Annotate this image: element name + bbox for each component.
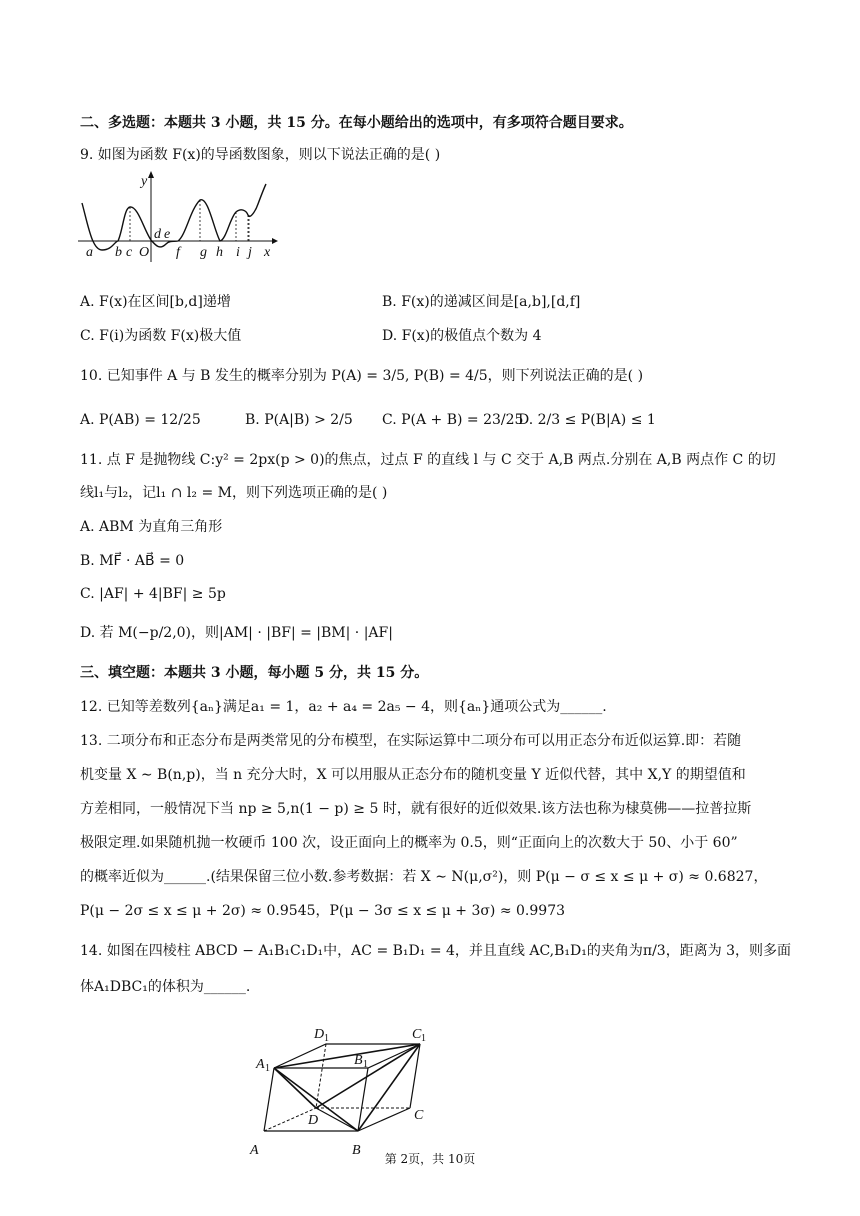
q13-line5: 的概率近似为______.(结果保留三位小数.参考数据：若 X ∼ N(μ,σ²)，则 P(μ − σ ≤ x ≤ μ + σ) ≈ 0.6827，: [80, 869, 768, 885]
fig-label-D: D: [308, 1113, 319, 1128]
q14-line1: 14. 如图在四棱柱 ABCD − A₁B₁C₁D₁中，AC = B₁D₁ = 4，并且直线 AC,B₁D₁的夹角为π/3，距离为 3，则多面: [80, 943, 792, 959]
q13-line4: 极限定理.如果随机抛一枚硬币 100 次，设正面向上的概率为 0.5，则“正面向上的次数大于 50、小于 60”: [80, 835, 738, 851]
graph-label-c: c: [126, 245, 133, 260]
q13-line2: 机变量 X ∼ B(n,p)，当 n 充分大时，X 可以用服从正态分布的随机变量 Y 近似代替，其中 X,Y 的期望值和: [80, 767, 746, 783]
fig-sub-C1: 1: [421, 1033, 426, 1044]
q10-option-d: D. 2/3 ≤ P(B|A) ≤ 1: [518, 412, 656, 428]
graph-label-i: i: [236, 245, 240, 260]
section-header-multi-choice: 二、多选题：本题共 3 小题，共 15 分。在每小题给出的选项中，有多项符合题目要求。: [80, 115, 633, 131]
q14-line2: 体A₁DBC₁的体积为______.: [80, 979, 251, 995]
graph-label-y: y: [141, 174, 148, 189]
graph-label-x: x: [264, 245, 271, 260]
q10-option-b: B. P(A|B) > 2/5: [245, 412, 353, 428]
fig-label-A1: A: [256, 1057, 265, 1072]
graph-label-h: h: [216, 245, 223, 260]
q13-line1: 13. 二项分布和正态分布是两类常见的分布模型，在实际运算中二项分布可以用正态分布近似运算.即：若随: [80, 733, 742, 749]
fig-sub-A1: 1: [265, 1063, 270, 1074]
q9-option-a: A. F(x)在区间[b,d]递增: [80, 294, 231, 310]
section-header-fill-blank: 三、填空题：本题共 3 小题，每小题 5 分，共 15 分。: [80, 665, 429, 681]
graph-label-g: g: [200, 245, 207, 260]
q10-stem: 10. 已知事件 A 与 B 发生的概率分别为 P(A) = 3/5, P(B) = 4/5，则下列说法正确的是( ): [80, 368, 644, 384]
graph-label-e: e: [164, 227, 171, 242]
q13-line3: 方差相同，一般情况下当 np ≥ 5,n(1 − p) ≥ 5 时，就有很好的近似效果.该方法也称为棣莫佛——拉普拉斯: [80, 801, 752, 817]
fig-sub-B1: 1: [363, 1059, 368, 1070]
graph-label-a: a: [86, 245, 93, 260]
q9-option-c: C. F(i)为函数 F(x)极大值: [80, 328, 242, 344]
fig-label-B1: B: [354, 1053, 363, 1068]
q13-line6: P(μ − 2σ ≤ x ≤ μ + 2σ) ≈ 0.9545，P(μ − 3σ ≤ x ≤ μ + 3σ) ≈ 0.9973: [80, 903, 566, 919]
fig-label-D1: D: [314, 1027, 325, 1042]
fig-sub-D1: 1: [324, 1033, 329, 1044]
fig-label-B: B: [352, 1143, 361, 1156]
q9-option-d: D. F(x)的极值点个数为 4: [382, 328, 542, 344]
page-footer: 第 2页，共 10页: [384, 1152, 476, 1166]
q11-option-a: A. ABM 为直角三角形: [80, 519, 223, 535]
q11-stem-line1: 11. 点 F 是抛物线 C:y² = 2px(p > 0)的焦点，过点 F 的直线 l 与 C 交于 A,B 两点.分别在 A,B 两点作 C 的切: [80, 452, 776, 468]
q10-option-c: C. P(A + B) = 23/25: [382, 412, 524, 428]
q10-option-a: A. P(AB) = 12/25: [80, 412, 201, 428]
fig-label-C: C: [414, 1108, 424, 1123]
q11-option-d: D. 若 M(−p/2,0)，则|AM| · |BF| = |BM| · |AF|: [80, 625, 393, 641]
q11-option-b: B. MF⃗ · AB⃗ = 0: [80, 553, 185, 569]
fig-label-C1: C: [412, 1027, 422, 1042]
graph-label-j: j: [248, 245, 252, 260]
graph-label-O: O: [139, 245, 150, 260]
fig-label-A: A: [250, 1143, 259, 1156]
q12-text: 12. 已知等差数列{aₙ}满足a₁ = 1，a₂ + a₄ = 2a₅ − 4，则{aₙ}通项公式为______.: [80, 699, 607, 715]
graph-label-b: b: [115, 245, 122, 260]
q9-derivative-graph: [78, 170, 278, 262]
q11-option-c: C. |AF| + 4|BF| ≥ 5p: [80, 586, 226, 602]
q14-prism-figure: [248, 1016, 448, 1156]
q9-stem: 9. 如图为函数 F(x)的导函数图象，则以下说法正确的是( ): [80, 147, 441, 163]
graph-label-d: d: [154, 227, 161, 242]
q11-stem-line2: 线l₁与l₂，记l₁ ∩ l₂ = M，则下列选项正确的是( ): [80, 485, 388, 501]
q9-option-b: B. F(x)的递减区间是[a,b],[d,f]: [382, 294, 581, 310]
graph-label-f: f: [176, 245, 180, 260]
